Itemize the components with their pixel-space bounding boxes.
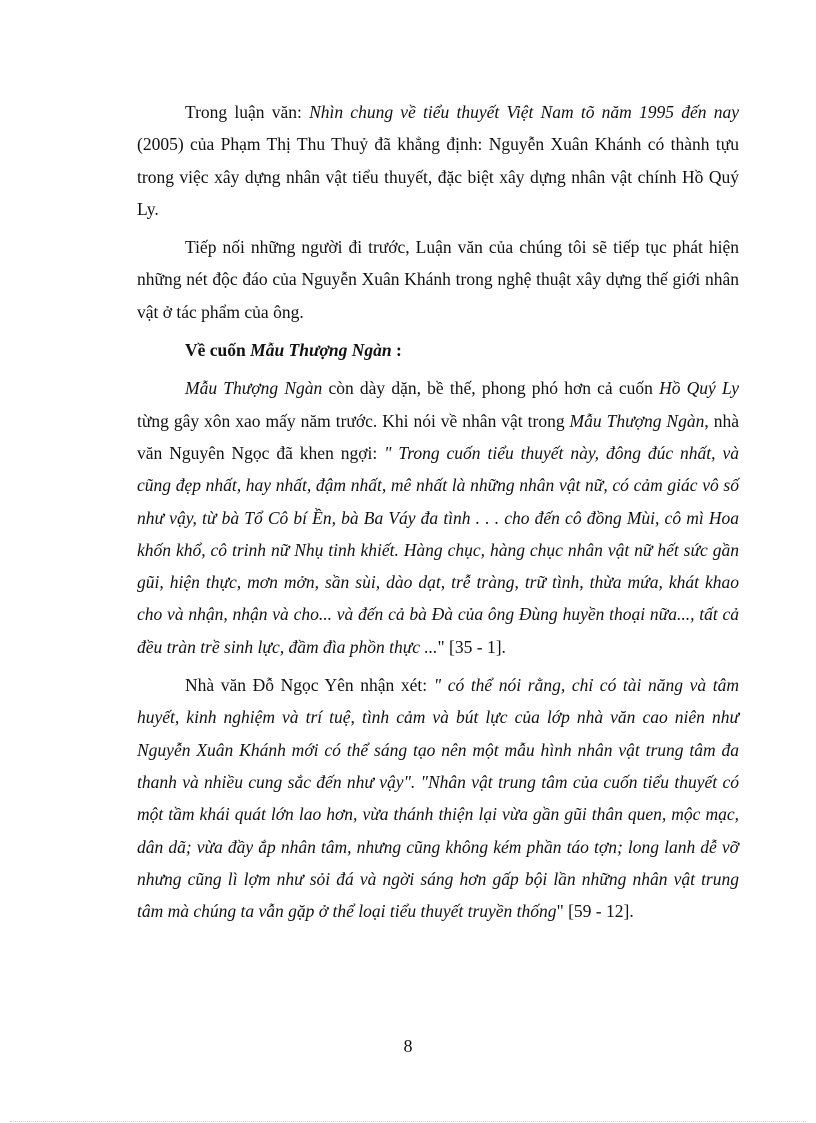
text-run: Trong luận văn:	[185, 102, 310, 122]
paragraph-thesis-citation	[137, 96, 739, 225]
quotation: " Trong cuốn tiểu thuyết này, đông đúc nhất, và cũng đẹp nhất, hay nhất, đậm nhất, mê nhất là những nhân vật nữ, có cảm giác vô số như vậy, từ bà Tổ Cô bí Ền, bà Ba Váy đa tình . . . cho đến cô đồng Mùi, cô mì Hoa khốn khổ, cô trinh nữ Nhụ tinh khiết. Hàng chục, hàng chục nhân vật nữ hết sức gần gũi, hiện thực, mơn mởn, sần sùi, dào dạt, trễ tràng, trữ tình, thừa mứa, khát khao cho và nhận, nhận và cho... và đến cả bà Đà của ông Đùng huyền thoại nữa..., tất cả đều tràn trề sinh lực, đầm đìa phồn thực ...	[137, 442, 739, 657]
text-run: , nhà văn Nguyên Ngọc đã khen ngợi:	[137, 410, 739, 463]
page-edge-divider	[10, 1121, 806, 1122]
book-title: Mẫu Thượng Ngàn	[250, 340, 392, 361]
body-text	[137, 96, 739, 933]
section-heading	[137, 334, 739, 366]
heading-text: :	[391, 340, 402, 361]
book-title: Mẫu Thượng Ngàn	[569, 410, 705, 431]
heading-text: Về cuốn	[185, 340, 251, 361]
thesis-title: Nhìn chung về tiểu thuyết Việt Nam tõ năm 1995 đến nay	[309, 102, 739, 122]
page-number: 8	[403, 1036, 413, 1056]
text-run: còn dày dặn, bề thế, phong phó hơn cả cuốn	[322, 378, 660, 399]
text-run: từng gây xôn xao mấy năm trước. Khi nói về nhân vật trong	[137, 410, 570, 431]
citation-ref: " [35 - 1].	[437, 636, 506, 657]
quotation: " có thể nói rằng, chỉ có tài năng và tâm huyết, kinh nghiệm và trí tuệ, tình cảm và bút lực của lớp nhà văn cao niên như Nguyễn Xuân Khánh mới có thể sáng tạo nên một mẫu hình nhân vật trung tâm đa thanh và nhiều cung sắc đến như vậy". "Nhân vật trung tâm của cuốn tiểu thuyết có một tầm khái quát lớn lao hơn, vừa thánh thiện lại vừa gần gũi thân quen, mộc mạc, dân dã; vừa đầy ắp nhân tâm, nhưng cũng không kém phần táo tợn; long lanh dễ vỡ nhưng cũng lì lợm như sỏi đá và ngời sáng hơn gấp bội lần những nhân vật trung tâm mà chúng ta vẫn gặp ở thể loại tiểu thuyết truyền thống	[137, 675, 739, 922]
paragraph-continuation	[137, 231, 739, 328]
text-run: Nhà văn Đỗ Ngọc Yên nhận xét:	[185, 675, 434, 696]
book-title: Hồ Quý Ly	[659, 378, 739, 399]
paragraph-do-ngoc-yen-quote	[137, 669, 739, 927]
paragraph-nguyen-ngoc-quote	[137, 372, 739, 663]
citation-ref: " [59 - 12].	[556, 901, 634, 922]
book-title: Mẫu Thượng Ngàn	[185, 378, 323, 399]
text-run: (2005) của Phạm Thị Thu Thuỷ đã khẳng định: Nguyễn Xuân Khánh có thành tựu trong việc xây dựng nhân vật tiểu thuyết, đặc biệt xây dựng nhân vật chính Hồ Quý Ly.	[137, 134, 739, 219]
text-run: Tiếp nối những người đi trước, Luận văn của chúng tôi sẽ tiếp tục phát hiện những nét độc đáo của Nguyễn Xuân Khánh trong nghệ thuật xây dựng thế giới nhân vật ở tác phẩm của ông.	[137, 237, 739, 322]
